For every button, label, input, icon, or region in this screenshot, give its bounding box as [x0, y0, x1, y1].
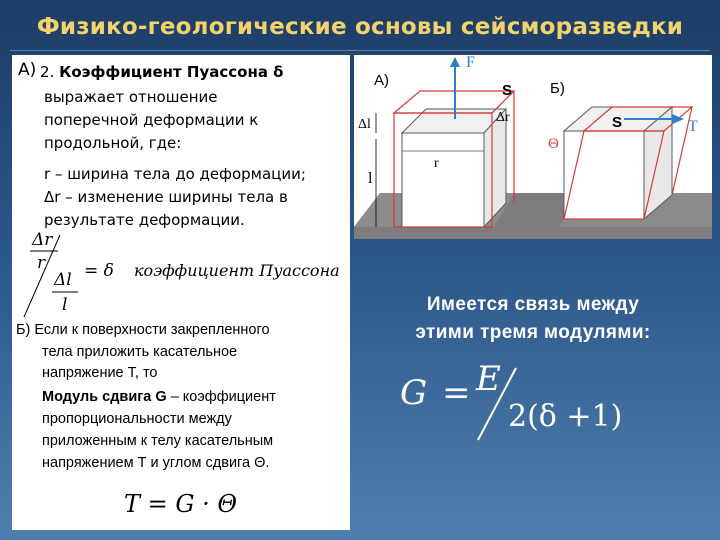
title-divider [10, 50, 710, 51]
definition-line: продольной, где: [44, 134, 182, 152]
cube-b-front [564, 131, 644, 219]
deformation-figure [354, 55, 712, 239]
shear-modulus-formula [390, 360, 650, 450]
force-arrowhead [450, 57, 460, 67]
variable-definition: r – ширина тела до деформации; [44, 165, 306, 183]
formula-num-bottom: Δl [54, 270, 72, 290]
section-b-line: напряжением Т и углом сдвига Θ. [42, 455, 270, 471]
relation-text [358, 291, 708, 347]
poisson-formula [12, 55, 350, 325]
shear-formula [12, 480, 350, 530]
definition-line: выражает отношение [44, 88, 218, 106]
delta-r-label: Δr [496, 110, 510, 125]
cube-deformation-diagram [354, 55, 712, 239]
left-text-panel [12, 55, 350, 530]
modulus-rest: – коэффициент [166, 389, 276, 405]
theta-label: Θ [548, 136, 559, 152]
tangent-label: T [688, 118, 698, 135]
delta-l-label: Δl [358, 117, 371, 132]
area-s-a: S [502, 82, 513, 99]
section-b-line: тела приложить касательное [42, 344, 238, 360]
formula-den-top: r [37, 253, 46, 273]
modulus-bold: Модуль сдвига G [42, 389, 167, 405]
r-label: r [434, 156, 439, 171]
formula-num-top: Δr [32, 230, 53, 250]
heading-bold: Коэффициент Пуассона δ [59, 63, 284, 81]
l-label: l [368, 170, 373, 187]
g-eq: = [442, 373, 471, 413]
page-title: Физико-геологические основы сейсморазведки [36, 14, 684, 40]
cube-a-front [402, 133, 484, 227]
area-s-b: S [612, 114, 623, 131]
relation-line: этими тремя модулями: [415, 322, 651, 343]
section-b-line: напряжение Т, то [42, 365, 158, 381]
force-label: F [466, 55, 475, 71]
heading-prefix: 2. [40, 63, 60, 81]
formula-caption: коэффициент Пуассона [134, 261, 340, 280]
definition-line: поперечной деформации к [44, 111, 259, 129]
g-lhs: G [400, 373, 428, 413]
section-b-line: пропорциональности между [42, 411, 232, 427]
formula-den-bottom: l [62, 295, 68, 315]
label-a: А) [374, 72, 389, 89]
shear-modulus-line [42, 386, 276, 408]
section-b-line: приложенным к телу касательным [42, 433, 274, 449]
formula-equals: = δ [84, 261, 114, 281]
section-b-line: Б) Если к поверхности закрепленного [16, 322, 270, 338]
section-a-marker: А) [18, 60, 37, 80]
shear-formula-text: T = G · Θ [124, 490, 238, 518]
relation-line: Имеется связь между [426, 294, 640, 315]
g-den: 2(δ +1) [508, 399, 623, 434]
g-num: E [476, 360, 501, 399]
variable-definition: результате деформации. [44, 211, 245, 229]
variable-definition: Δr – изменение ширины тела в [44, 188, 288, 206]
label-b: Б) [550, 80, 565, 97]
